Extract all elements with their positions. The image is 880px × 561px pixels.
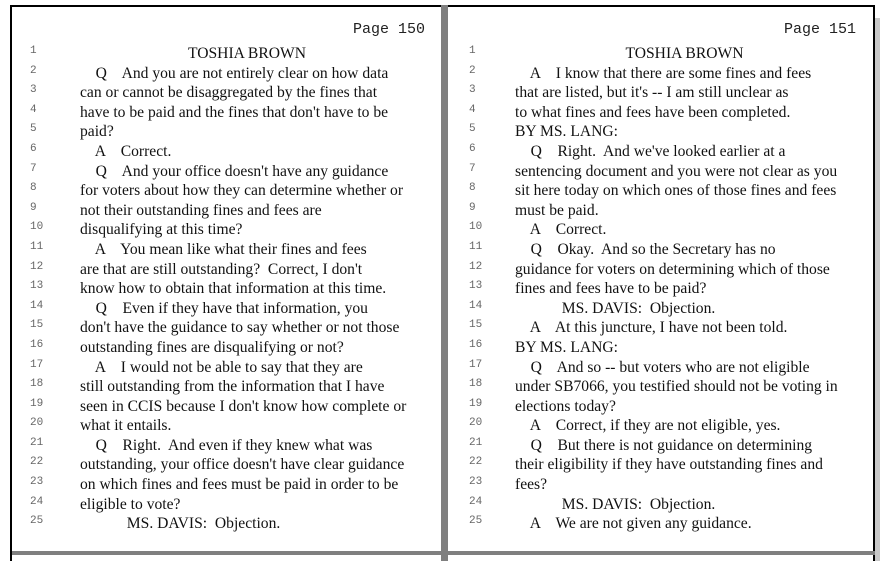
line-number: 1 [30, 45, 37, 57]
transcript-line [12, 514, 442, 534]
transcript-line [448, 83, 873, 103]
line-text: Q Even if they have that information, you [80, 299, 368, 317]
line-number: 20 [30, 417, 44, 430]
line-text: Q And so -- but voters who are not eligible [515, 358, 810, 376]
line-text: A Correct, if they are not eligible, yes. [515, 417, 781, 435]
line-text: A Correct. [80, 142, 172, 160]
line-number: 25 [469, 515, 483, 528]
transcript-line [12, 181, 442, 201]
line-number: 8 [469, 182, 476, 195]
line-text: on which fines and fees must be paid in order to be [80, 476, 399, 494]
transcript-line [448, 299, 873, 319]
line-number: 21 [469, 436, 483, 449]
transcript-line [12, 377, 442, 397]
line-number: 20 [469, 417, 483, 430]
line-text: Q But there is not guidance on determining [515, 436, 813, 454]
line-number: 4 [469, 103, 476, 116]
transcript-line [12, 338, 442, 358]
transcript-line [448, 416, 873, 436]
line-text: Q Right. And even if they knew what was [80, 436, 373, 454]
line-number: 6 [469, 142, 476, 155]
transcript-line [12, 240, 442, 260]
transcript-line [12, 318, 442, 338]
line-number: 17 [469, 358, 483, 371]
line-number: 6 [30, 142, 37, 155]
transcript-line [448, 240, 873, 260]
transcript-line [448, 220, 873, 240]
line-number: 23 [469, 476, 483, 489]
transcript-line [448, 397, 873, 417]
line-number: 19 [30, 397, 44, 410]
page-number: Page 150 [352, 21, 425, 38]
line-number: 21 [30, 436, 44, 449]
line-number: 14 [469, 299, 483, 312]
transcript-line [448, 64, 873, 84]
line-text: Q And you are not entirely clear on how data [80, 64, 389, 82]
transcript-line [448, 122, 873, 142]
line-text: A You mean like what their fines and fees [80, 240, 367, 258]
line-number: 7 [469, 162, 476, 175]
line-text: know how to obtain that information at this time. [80, 280, 387, 298]
line-number: 19 [469, 397, 483, 410]
line-text: outstanding fines are disqualifying or not? [80, 338, 344, 356]
witness-name-header: TOSHIA BROWN [625, 45, 744, 62]
transcript-page-right [448, 5, 875, 561]
line-text: A At this juncture, I have not been told. [515, 319, 788, 337]
line-text: disqualifying at this time? [80, 221, 243, 239]
line-number: 2 [469, 64, 476, 77]
transcript-lines [12, 44, 442, 534]
witness-name-header: TOSHIA BROWN [188, 45, 306, 62]
transcript-line [448, 455, 873, 475]
line-text: for voters about how they can determine whether or [80, 182, 404, 200]
page-shadow [875, 18, 880, 561]
transcript-line [448, 377, 873, 397]
line-text: don't have the guidance to say whether or not those [80, 319, 400, 337]
transcript-line [448, 260, 873, 280]
line-text: Q Okay. And so the Secretary has no [515, 240, 776, 258]
transcript-line [448, 495, 873, 515]
page-number: Page 151 [783, 21, 856, 38]
transcript-line [12, 103, 442, 123]
transcript-line [12, 416, 442, 436]
line-number: 2 [30, 64, 37, 77]
line-number: 1 [469, 45, 476, 57]
transcript-line [12, 495, 442, 515]
line-number: 9 [30, 201, 37, 214]
line-text: not their outstanding fines and fees are [80, 201, 322, 219]
line-text: must be paid. [515, 201, 599, 219]
transcript-line [448, 318, 873, 338]
line-text: their eligibility if they have outstanding fines and [515, 456, 823, 474]
line-text: A I would not be able to say that they are [80, 358, 363, 376]
line-number: 16 [30, 338, 44, 351]
transcript-line [12, 455, 442, 475]
transcript-line [448, 279, 873, 299]
line-number: 13 [469, 280, 483, 293]
transcript-line [448, 162, 873, 182]
line-number: 7 [30, 162, 37, 175]
line-number: 16 [469, 338, 483, 351]
transcript-line [448, 44, 873, 64]
line-number: 18 [469, 378, 483, 391]
transcript-line [12, 475, 442, 495]
line-number: 18 [30, 378, 44, 391]
line-number: 11 [30, 240, 44, 253]
line-text: still outstanding from the information that I have [80, 378, 385, 396]
transcript-line [12, 64, 442, 84]
transcript-line [448, 338, 873, 358]
transcript-line [448, 201, 873, 221]
transcript-line [12, 397, 442, 417]
line-number: 10 [469, 221, 483, 234]
line-number: 12 [30, 260, 44, 273]
line-text: Q And your office doesn't have any guidance [80, 162, 389, 180]
line-text: sentencing document and you were not clear as you [515, 162, 838, 180]
line-text: can or cannot be disaggregated by the fines that [80, 84, 378, 102]
line-text: are that are still outstanding? Correct, I don't [80, 260, 363, 278]
line-number: 25 [30, 515, 44, 528]
transcript-line [12, 358, 442, 378]
line-number: 5 [30, 123, 37, 136]
line-number: 14 [30, 299, 44, 312]
line-text: have to be paid and the fines that don't have to be [80, 103, 389, 121]
line-number: 8 [30, 182, 37, 195]
line-number: 24 [30, 495, 44, 508]
line-number: 22 [30, 456, 44, 469]
page-bottom-edge [12, 551, 875, 555]
line-text: MS. DAVIS: Objection. [515, 495, 716, 513]
line-number: 13 [30, 280, 44, 293]
line-number: 23 [30, 476, 44, 489]
transcript-line [12, 260, 442, 280]
line-text: seen in CCIS because I don't know how complete or [80, 397, 407, 415]
transcript-line [12, 162, 442, 182]
transcript-line [12, 436, 442, 456]
line-text: MS. DAVIS: Objection. [80, 515, 281, 533]
line-text: Q Right. And we've looked earlier at a [515, 142, 786, 160]
line-text: under SB7066, you testified should not be voting in [515, 378, 838, 396]
line-text: A I know that there are some fines and fees [515, 64, 812, 82]
transcript-line [12, 122, 442, 142]
line-text: fines and fees have to be paid? [515, 280, 707, 298]
line-number: 10 [30, 221, 44, 234]
line-number: 9 [469, 201, 476, 214]
line-number: 3 [30, 84, 37, 97]
line-text: eligible to vote? [80, 495, 181, 513]
line-text: guidance for voters on determining which of those [515, 260, 830, 278]
line-text: elections today? [515, 397, 616, 415]
line-number: 15 [30, 319, 44, 332]
transcript-line [448, 475, 873, 495]
line-number: 11 [469, 240, 483, 253]
transcript-line [12, 220, 442, 240]
line-text: paid? [80, 123, 114, 141]
line-text: A We are not given any guidance. [515, 515, 752, 533]
transcript-line [448, 103, 873, 123]
line-number: 24 [469, 495, 483, 508]
line-text: what it entails. [80, 417, 172, 435]
transcript-line [448, 436, 873, 456]
transcript-line [448, 358, 873, 378]
transcript-lines [448, 44, 873, 534]
transcript-line [448, 514, 873, 534]
line-number: 3 [469, 84, 476, 97]
transcript-page-left [10, 5, 442, 561]
transcript-line [12, 44, 442, 64]
line-number: 15 [469, 319, 483, 332]
line-number: 17 [30, 358, 44, 371]
transcript-line [12, 83, 442, 103]
transcript-line [12, 279, 442, 299]
transcript-line [12, 299, 442, 319]
line-number: 4 [30, 103, 37, 116]
line-text: to what fines and fees have been completed. [515, 103, 791, 121]
line-text: A Correct. [515, 221, 607, 239]
transcript-line [448, 181, 873, 201]
line-text: BY MS. LANG: [515, 123, 618, 141]
transcript-line [448, 142, 873, 162]
line-text: outstanding, your office doesn't have clear guidance [80, 456, 405, 474]
line-number: 22 [469, 456, 483, 469]
page-shadow [441, 5, 446, 561]
line-text: sit here today on which ones of those fines and fees [515, 182, 837, 200]
line-number: 5 [469, 123, 476, 136]
line-number: 12 [469, 260, 483, 273]
line-text: BY MS. LANG: [515, 338, 618, 356]
transcript-line [12, 201, 442, 221]
line-text: MS. DAVIS: Objection. [515, 299, 716, 317]
line-text: fees? [515, 476, 548, 494]
transcript-line [12, 142, 442, 162]
line-text: that are listed, but it's -- I am still unclear as [515, 84, 789, 102]
